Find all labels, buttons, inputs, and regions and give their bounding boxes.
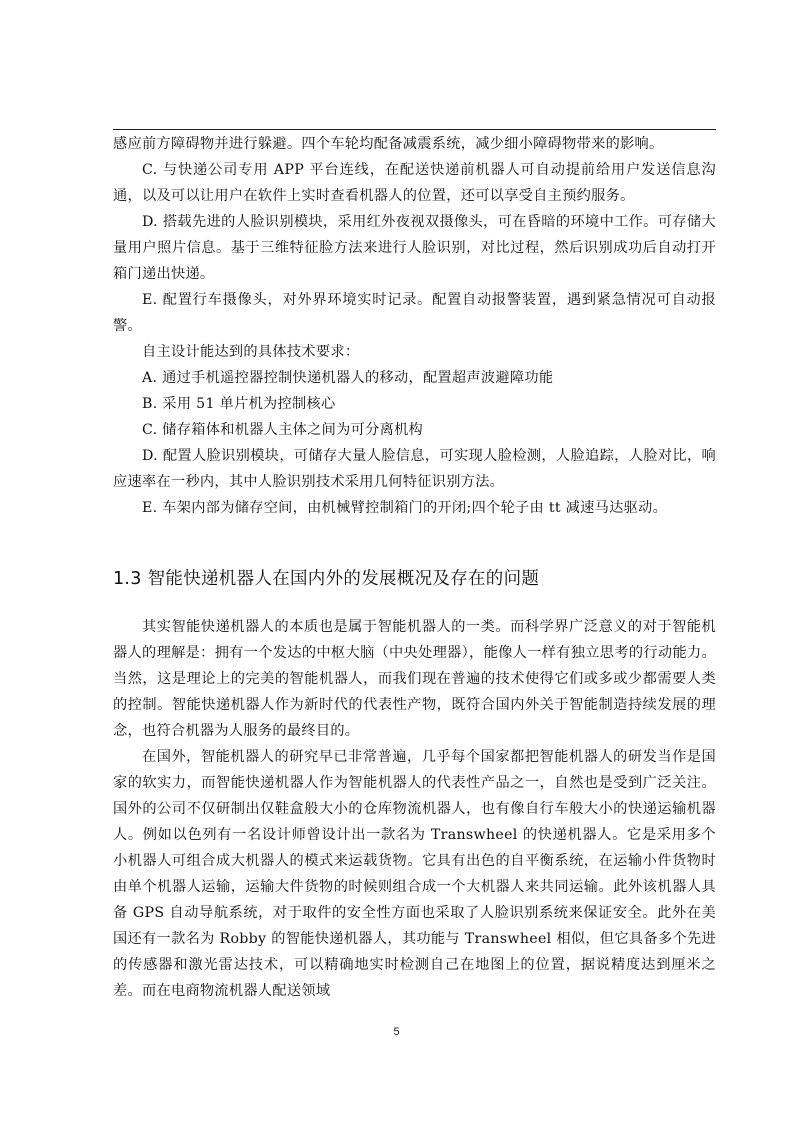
paragraph-continuation: 感应前方障碍物并进行躲避。四个车轮均配备减震系统，减少细小障碍物带来的影响。 [113,136,664,152]
page-body [113,131,716,1004]
list-item-requirement-b: B. 采用 51 单片机为控制核心 [142,396,336,412]
paragraph-requirements-intro: 自主设计能达到的具体技术要求： [142,344,360,360]
paragraph-feature-d: D. 搭载先进的人脸识别模块，采用红外夜视双摄像头，可在昏暗的环境中工作。可存储大量用户照片信息。基于三维特征脸方法来进行人脸识别，对比过程，然后识别成功后自动打开箱门递出快递。 [113,214,716,282]
list-item-requirement-e: E. 车架内部为储存空间，由机械臂控制箱门的开闭;四个轮子由 tt 减速马达驱动。 [142,500,668,516]
list-item-requirement-a: A. 通过手机遥控器控制快递机器人的移动，配置超声波避障功能 [142,370,554,386]
page-number: 5 [393,1026,400,1038]
paragraph-feature-e: E. 配置行车摄像头，对外界环境实时记录。配置自动报警装置，遇到紧急情况可自动报警。 [113,292,716,334]
paragraph-feature-c: C. 与快递公司专用 APP 平台连线，在配送快递前机器人可自动提前给用户发送信息沟通，以及可以让用户在软件上实时查看机器人的位置，还可以享受自主预约服务。 [113,162,716,204]
paragraph-body-1: 其实智能快递机器人的本质也是属于智能机器人的一类。而科学界广泛意义的对于智能机器人的理解是：拥有一个发达的中枢大脑（中央处理器），能像人一样有独立思考的行动能力。当然，这是理论上的完美的智能机器人，而我们现在普遍的技术使得它们或多或少都需要人类的控制。智能快递机器人作为新时代的代表性产物，既符合国内外关于智能制造持续发展的理念，也符合机器为人服务的最终目的。 [113,619,716,739]
section-heading: 1.3 智能快递机器人在国内外的发展概况及存在的问题 [113,569,540,589]
header-rule [113,129,716,130]
paragraph-body-2: 在国外，智能机器人的研究早已非常普遍，几乎每个国家都把智能机器人的研发当作是国家的软实力，而智能快递机器人作为智能机器人的代表性产品之一，自然也是受到广泛关注。国外的公司不仅研制出仅鞋盒般大小的仓库物流机器人，也有像自行车般大小的快递运输机器人。例如以色列有一名设计师曾设计出一款名为 Transwheel 的快递机器人。它是采用多个小机器人可组合成大机器人的模式来运载货物。它具有出色的自平衡系统，在运输小件货物时由单个机器人运输，运输大件货物的时候则组合成一个大机器人来共同运输。此外该机器人具备 GPS 自动导航系统，对于取件的安全性方面也采取了人脸识别系统来保证安全。此外在美国还有一款名为 Robby 的智能快递机器人，其功能与 Transwheel 相似，但它具备多个先进的传感器和激光雷达技术，可以精确地实时检测自己在地图上的位置，据说精度达到厘米之差。而在电商物流机器人配送领域 [113,749,716,999]
list-item-requirement-c: C. 储存箱体和机器人主体之间为可分离机构 [142,422,424,438]
list-item-requirement-d: D. 配置人脸识别模块，可储存大量人脸信息，可实现人脸检测，人脸追踪，人脸对比，响应速率在一秒内，其中人脸识别技术采用几何特征识别方法。 [113,448,716,490]
